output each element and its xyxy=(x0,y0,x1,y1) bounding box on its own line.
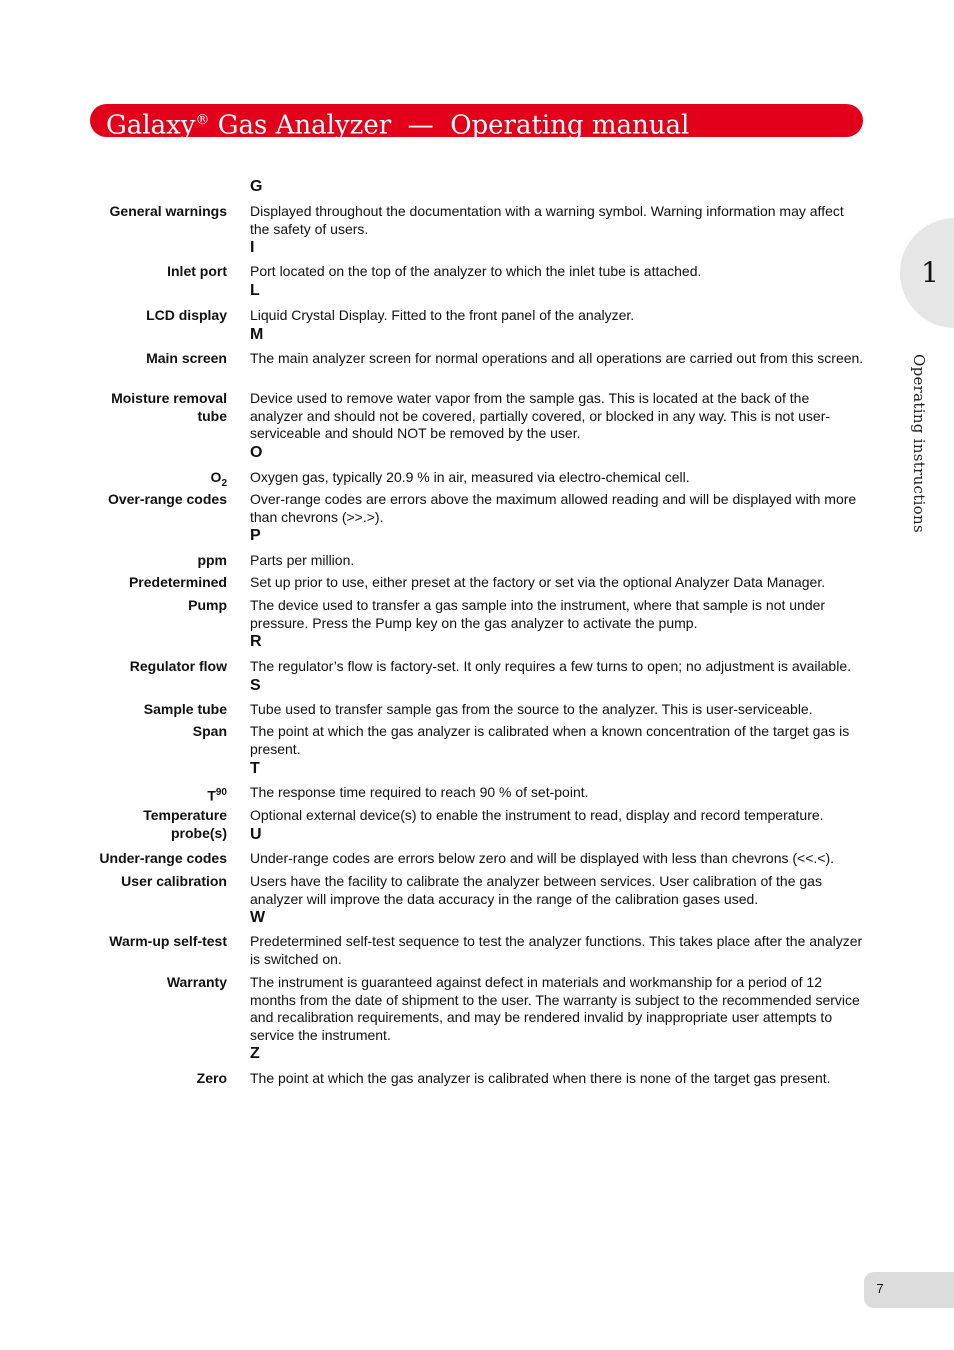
glossary-term: Main screen xyxy=(146,350,227,366)
glossary-definition: Users have the facility to calibrate the analyzer between services. User calibration of the gas analyzer will improve the data accuracy in the range of the calibration gases used. xyxy=(250,873,822,907)
chapter-number: 1 xyxy=(921,256,939,289)
term-subscript: 2 xyxy=(221,477,227,489)
glossary-letter-w: W xyxy=(250,909,266,926)
glossary-definition: Optional external device(s) to enable the instrument to read, display and record temperature. xyxy=(250,807,824,823)
glossary-term: LCD display xyxy=(146,307,227,323)
term-line: probe(s) xyxy=(171,824,227,841)
glossary-definition: The device used to transfer a gas sample into the instrument, where that sample is not under pressure. Press the Pump key on the gas analyzer to activate the pump. xyxy=(250,597,826,631)
glossary-definition: The point at which the gas analyzer is calibrated when there is none of the target gas present. xyxy=(250,1070,831,1086)
glossary-term: Predetermined xyxy=(128,574,227,590)
glossary-definition: Device used to remove water vapor from the sample gas. This is located at the back of the analyzer and should not be covered, partially covered, or blocked in any way. This is not user-serviceable and should NOT be removed by the user. xyxy=(250,390,831,441)
title-rest: Gas Analyzer — Operating manual xyxy=(209,110,690,141)
page-number: 7 xyxy=(876,1281,884,1296)
glossary-definition: Parts per million. xyxy=(250,552,355,568)
glossary-letter-i: I xyxy=(250,239,255,256)
glossary-definition: The regulator’s flow is factory-set. It only requires a few turns to open; no adjustment is available. xyxy=(250,658,852,674)
term-main: O xyxy=(210,469,222,485)
glossary-letter-l: L xyxy=(250,282,260,299)
term-main: T xyxy=(207,787,216,804)
glossary-term: Warranty xyxy=(166,974,227,990)
glossary-term: ppm xyxy=(197,552,227,568)
glossary-term: General warnings xyxy=(109,203,227,219)
glossary-term: Span xyxy=(192,723,227,739)
glossary-term xyxy=(57,469,227,492)
glossary-term: Under-range codes xyxy=(99,850,227,866)
glossary-term: User calibration xyxy=(121,873,227,889)
glossary-letter-m: M xyxy=(250,326,264,343)
glossary-letter-g: G xyxy=(250,178,263,195)
glossary-definition: Over-range codes are errors above the maximum allowed reading and will be displayed with more than chevrons (>>.>). xyxy=(250,491,857,525)
glossary-term: Pump xyxy=(188,597,227,613)
glossary-term: Warm-up self-test xyxy=(109,933,227,949)
glossary-letter-s: S xyxy=(250,677,261,694)
glossary-definition: The main analyzer screen for normal operations and all operations are carried out from this screen. xyxy=(250,350,864,366)
glossary-letter-u: U xyxy=(250,826,262,843)
glossary-definition: Liquid Crystal Display. Fitted to the front panel of the analyzer. xyxy=(250,307,635,323)
glossary-definition: Port located on the top of the analyzer to which the inlet tube is attached. xyxy=(250,263,702,279)
glossary-term: Sample tube xyxy=(143,701,227,717)
glossary-definition: Set up prior to use, either preset at the factory or set via the optional Analyzer Data Manager. xyxy=(250,574,826,590)
glossary-letter-r: R xyxy=(250,633,262,650)
term-line: tube xyxy=(197,407,227,424)
glossary-definition: Predetermined self-test sequence to test the analyzer functions. This takes place after the analyzer is switched on. xyxy=(250,933,863,967)
term-superscript: 90 xyxy=(215,787,227,798)
glossary-term: Inlet port xyxy=(167,263,227,279)
glossary-term xyxy=(57,390,227,425)
term-line: Moisture removal xyxy=(111,390,227,406)
glossary-definition: Oxygen gas, typically 20.9 % in air, measured via electro-chemical cell. xyxy=(250,469,690,485)
title-brand: Galaxy xyxy=(106,110,196,141)
glossary-definition: The instrument is guaranteed against defect in materials and workmanship for a period of 12 months from the date of shipment to the user. The warranty is subject to the recommended service and recalibration requirements, and may be rendered invalid by inappropriate user attempts to service the instrument. xyxy=(250,974,860,1043)
glossary-definition: Displayed throughout the documentation with a warning symbol. Warning information may affect the safety of users. xyxy=(250,203,844,237)
glossary-term: Regulator flow xyxy=(129,658,227,674)
term-line: Temperature xyxy=(143,807,227,823)
glossary-term xyxy=(57,807,227,842)
glossary-term: Zero xyxy=(196,1070,227,1086)
glossary-term: Over-range codes xyxy=(107,491,227,507)
glossary-definition: The response time required to reach 90 % of set-point. xyxy=(250,784,589,800)
glossary-letter-t: T xyxy=(250,760,260,777)
chapter-side-label: Operating instructions xyxy=(910,354,928,533)
glossary-term xyxy=(57,784,227,805)
registered-mark: ® xyxy=(195,112,210,128)
glossary-definition: Under-range codes are errors below zero and will be displayed with less than chevrons (<<.<). xyxy=(250,850,835,866)
glossary-definition: The point at which the gas analyzer is calibrated when a known concentration of the target gas is present. xyxy=(250,723,850,757)
glossary-letter-p: P xyxy=(250,527,261,544)
glossary-letter-z: Z xyxy=(250,1045,260,1062)
glossary-definition: Tube used to transfer sample gas from the source to the analyzer. This is user-serviceable. xyxy=(250,701,813,717)
glossary-letter-o: O xyxy=(250,444,263,461)
